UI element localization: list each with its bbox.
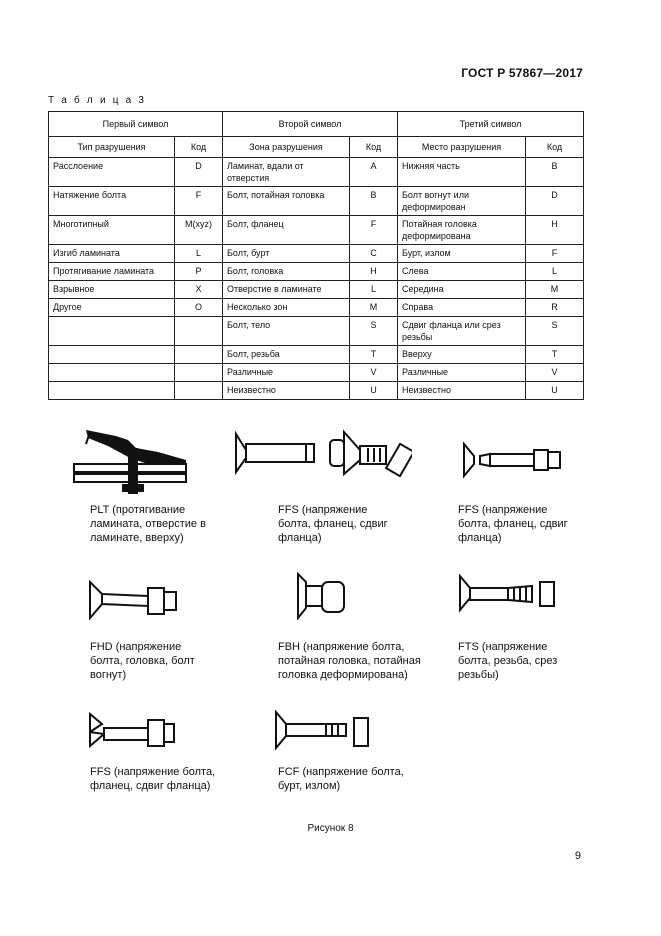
table-cell: Болт, потайная головка xyxy=(223,187,350,216)
table-cell xyxy=(49,382,175,400)
table-cell: B xyxy=(526,158,584,187)
figure-caption-fbh: FBH (напряжение болта, потайная головка, потайная головка деформирована) xyxy=(278,641,421,681)
table-caption: Т а б л и ц а 3 xyxy=(48,95,147,106)
column-header-code: Код xyxy=(526,137,584,158)
table-cell: L xyxy=(175,245,223,263)
table-cell xyxy=(175,317,223,346)
table-cell: Потайная головка деформирована xyxy=(398,216,526,245)
table-cell: H xyxy=(526,216,584,245)
table-cell: Взрывное xyxy=(49,281,175,299)
figure-caption-fts: FTS (напряжение болта, резьба, срез резьбы) xyxy=(458,641,558,681)
table-cell: Протягивание ламината xyxy=(49,263,175,281)
table-cell: Ламинат, вдали от отверстия xyxy=(223,158,350,187)
failure-codes-table xyxy=(48,111,584,400)
column-header-failure-zone: Зона разрушения xyxy=(223,137,350,158)
figure-caption-fcf: FCF (напряжение болта, бурт, излом) xyxy=(278,766,404,792)
table-cell: Сдвиг фланца или срез резьбы xyxy=(398,317,526,346)
table-cell: Различные xyxy=(223,364,350,382)
table-cell: Болт, фланец xyxy=(223,216,350,245)
group-header-third-symbol: Третий символ xyxy=(398,112,584,137)
table-cell: B xyxy=(350,187,398,216)
table-cell: P xyxy=(175,263,223,281)
table-cell: M(xyz) xyxy=(175,216,223,245)
group-header-second-symbol: Второй символ xyxy=(223,112,398,137)
table-cell: Натяжение болта xyxy=(49,187,175,216)
table-cell xyxy=(49,346,175,364)
table-cell xyxy=(175,364,223,382)
page-number: 9 xyxy=(574,850,581,862)
document-code: ГОСТ Р 57867—2017 xyxy=(461,66,583,80)
column-header-failure-location: Место разрушения xyxy=(398,137,526,158)
table-cell: R xyxy=(526,299,584,317)
table-cell: F xyxy=(350,216,398,245)
table-cell: V xyxy=(350,364,398,382)
table-row xyxy=(49,158,584,187)
table-cell: T xyxy=(350,346,398,364)
table-cell: Неизвестно xyxy=(223,382,350,400)
table-cell: Болт, бурт xyxy=(223,245,350,263)
figure-caption-ffs-2: FFS (напряжение болта, фланец, сдвиг фланца) xyxy=(458,504,568,544)
table-cell xyxy=(175,382,223,400)
table-cell: Различные xyxy=(398,364,526,382)
table-cell: D xyxy=(175,158,223,187)
table-cell: Слева xyxy=(398,263,526,281)
table-cell: Болт вогнут или деформирован xyxy=(398,187,526,216)
table-cell: O xyxy=(175,299,223,317)
table-cell: D xyxy=(526,187,584,216)
table-cell: X xyxy=(175,281,223,299)
table-row xyxy=(49,216,584,245)
table-cell xyxy=(49,364,175,382)
table-row xyxy=(49,317,584,346)
table-cell: T xyxy=(526,346,584,364)
figure-caption-ffs-1: FFS (напряжение болта, фланец, сдвиг фланца) xyxy=(278,504,388,544)
table-row xyxy=(49,187,584,216)
table-cell: Нижняя часть xyxy=(398,158,526,187)
column-header-failure-type: Тип разрушения xyxy=(49,137,175,158)
table-cell: Расслоение xyxy=(49,158,175,187)
ffs-failure-illustration xyxy=(462,440,567,480)
table-cell: F xyxy=(526,245,584,263)
table-cell xyxy=(175,346,223,364)
table-row xyxy=(49,263,584,281)
table-cell: Справа xyxy=(398,299,526,317)
table-cell: Вверху xyxy=(398,346,526,364)
table-cell: A xyxy=(350,158,398,187)
table-cell: U xyxy=(526,382,584,400)
table-cell xyxy=(49,317,175,346)
fts-failure-illustration xyxy=(458,574,558,614)
column-header-code: Код xyxy=(175,137,223,158)
table-cell: S xyxy=(350,317,398,346)
table-cell: Другое xyxy=(49,299,175,317)
table-row xyxy=(49,364,584,382)
table-cell: M xyxy=(350,299,398,317)
group-header-first-symbol: Первый символ xyxy=(49,112,223,137)
table-cell: Бурт, излом xyxy=(398,245,526,263)
table-cell: M xyxy=(526,281,584,299)
table-cell: Болт, головка xyxy=(223,263,350,281)
table-cell: V xyxy=(526,364,584,382)
table-cell: F xyxy=(175,187,223,216)
table-cell: Болт, тело xyxy=(223,317,350,346)
figure-caption: Рисунок 8 xyxy=(307,823,354,834)
table-cell: U xyxy=(350,382,398,400)
table-cell: C xyxy=(350,245,398,263)
ffs-failure-illustration xyxy=(232,428,412,478)
ffs-failure-illustration xyxy=(88,712,178,748)
table-cell: Середина xyxy=(398,281,526,299)
table-cell: Отверстие в ламинате xyxy=(223,281,350,299)
plt-failure-illustration xyxy=(68,424,198,496)
table-row xyxy=(49,245,584,263)
table-row xyxy=(49,281,584,299)
table-row xyxy=(49,299,584,317)
fhd-failure-illustration xyxy=(88,580,183,620)
figure-caption-fhd: FHD (напряжение болта, головка, болт вогнут) xyxy=(90,641,195,681)
table-cell: H xyxy=(350,263,398,281)
table-row xyxy=(49,382,584,400)
figure-caption-plt: PLT (протягивание ламината, отверстие в ламинате, вверху) xyxy=(90,504,206,544)
fbh-failure-illustration xyxy=(292,572,362,620)
table-cell: Изгиб ламината xyxy=(49,245,175,263)
table-cell: Неизвестно xyxy=(398,382,526,400)
table-cell: Болт, резьба xyxy=(223,346,350,364)
table-cell: Многотипный xyxy=(49,216,175,245)
figure-caption-ffs-3: FFS (напряжение болта, фланец, сдвиг фланца) xyxy=(90,766,216,792)
table-cell: Несколько зон xyxy=(223,299,350,317)
column-header-code: Код xyxy=(350,137,398,158)
table-cell: S xyxy=(526,317,584,346)
table-cell: L xyxy=(350,281,398,299)
table-row xyxy=(49,346,584,364)
fcf-failure-illustration xyxy=(274,710,374,750)
table-cell: L xyxy=(526,263,584,281)
